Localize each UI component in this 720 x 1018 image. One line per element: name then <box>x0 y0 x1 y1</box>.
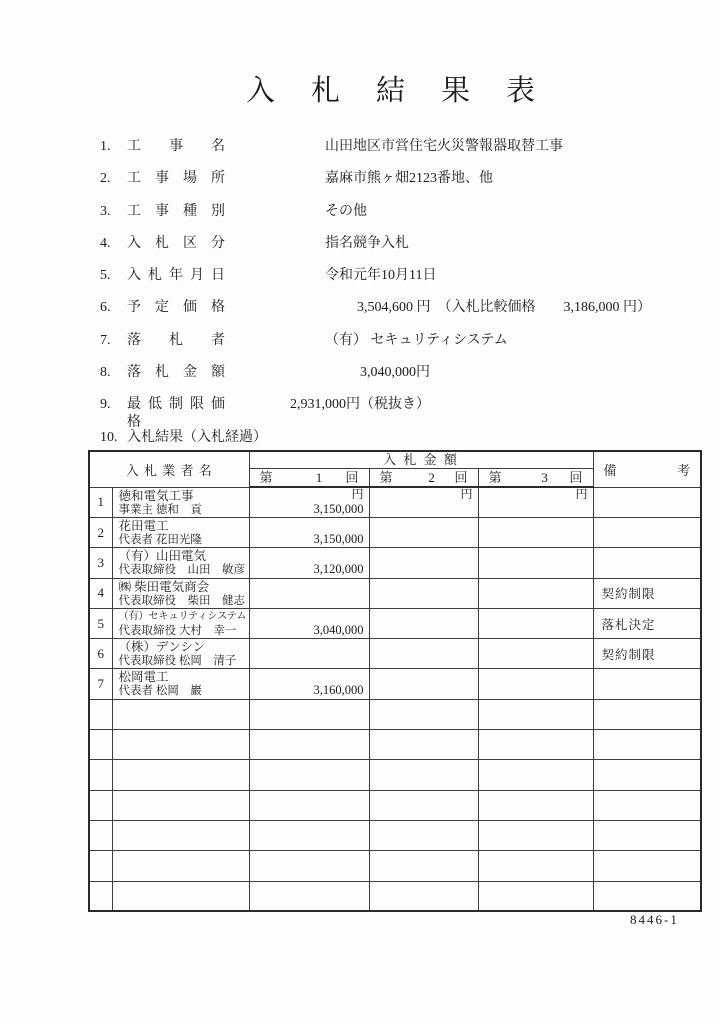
table-row-empty <box>89 730 701 760</box>
table-row-empty <box>89 851 701 881</box>
bid-round2-cell <box>369 548 478 578</box>
row-number: 6 <box>89 639 112 669</box>
item-number: 10. <box>100 429 118 445</box>
bid-amount: 3,040,000 <box>313 622 364 637</box>
item-row-7 <box>100 332 690 364</box>
item-row-3 <box>100 203 690 235</box>
table-row-empty <box>89 760 701 790</box>
item-label: 工 事 名 <box>127 139 225 154</box>
representative-name: 代表取締役 大村 幸一 <box>118 624 237 637</box>
bid-amount: 3,150,000 <box>313 532 364 546</box>
item-number: 4. <box>100 235 111 251</box>
yen-unit: 円 <box>575 487 588 501</box>
yen-unit: 円 <box>460 487 473 501</box>
page-title: 入札結果表 <box>246 75 572 107</box>
bidder-name-cell <box>112 669 249 699</box>
representative-name: 代表取締役 松岡 清子 <box>118 655 237 668</box>
table-row-4 <box>89 578 701 608</box>
row-number: 7 <box>89 669 112 699</box>
item-value: 3,040,000円 <box>360 365 430 381</box>
bidder-name-cell <box>112 639 249 669</box>
company-name: ㈱ 柴田電気商会 <box>118 579 210 594</box>
table-row-empty <box>89 790 701 820</box>
representative-name: 代表者 松岡 巖 <box>118 685 202 698</box>
bidder-name-cell <box>112 487 249 518</box>
bid-round2-cell <box>369 487 478 518</box>
header-round-2: 第 2 回 <box>369 469 478 488</box>
header-round-1: 第 1 回 <box>249 469 369 488</box>
bid-round1-cell <box>249 669 369 699</box>
table-row-1 <box>89 487 701 518</box>
item-label: 入 札 区 分 <box>127 235 225 251</box>
header-bid-amount-group: 入 札 金 額 <box>249 451 593 469</box>
item-label: 最 低 制 限 価 格 <box>127 397 225 431</box>
bid-round2-cell <box>369 518 478 548</box>
bid-round1-cell <box>249 487 369 518</box>
notes-cell <box>593 518 701 548</box>
yen-unit: 円 <box>351 487 364 501</box>
item-row-5 <box>100 267 690 299</box>
item-row-6 <box>100 299 690 331</box>
company-name: 松岡電工 <box>118 670 169 685</box>
row-number: 5 <box>89 608 112 638</box>
notes-cell <box>593 548 701 578</box>
bid-round2-cell <box>369 608 478 638</box>
bid-round1-cell <box>249 578 369 608</box>
summary-items <box>100 138 690 461</box>
bid-round3-cell <box>478 518 593 548</box>
item-label: 予 定 価 格 <box>127 300 225 316</box>
item-number: 9. <box>100 397 111 413</box>
item-label: 落 札 者 <box>127 332 225 348</box>
bid-round1-cell <box>249 548 369 578</box>
item-number: 8. <box>100 365 111 381</box>
item-label: 工 事 場 所 <box>127 171 225 187</box>
item-value: 指名競争入札 <box>325 235 409 251</box>
bid-round3-cell <box>478 639 593 669</box>
bidder-name-cell <box>112 608 249 638</box>
company-name: （有）セキュリティシステム <box>118 610 247 622</box>
table-row-empty <box>89 881 701 911</box>
item-row-4 <box>100 235 690 267</box>
bid-round3-cell <box>478 578 593 608</box>
item-value: 令和元年10月11日 <box>325 268 437 284</box>
row-number: 3 <box>89 548 112 578</box>
item-row-1 <box>100 138 690 170</box>
table-header-row-1 <box>89 451 701 469</box>
bidder-name-cell <box>112 578 249 608</box>
bidder-name-cell <box>112 548 249 578</box>
bid-round1-cell <box>249 639 369 669</box>
bid-round3-cell <box>478 608 593 638</box>
bid-amount: 3,160,000 <box>313 683 364 698</box>
company-name: 花田電工 <box>118 519 169 533</box>
bid-round3-cell <box>478 487 593 518</box>
item-row-9 <box>100 396 690 431</box>
bid-amount <box>375 501 473 517</box>
bidder-name-cell <box>112 518 249 548</box>
notes-cell: 契約制限 <box>593 578 701 608</box>
item-number: 5. <box>100 268 111 284</box>
table-row-3 <box>89 548 701 578</box>
bid-results-table <box>88 450 702 912</box>
table-row-7 <box>89 669 701 699</box>
item-value: その他 <box>325 203 367 219</box>
item-label: 工 事 種 別 <box>127 203 225 219</box>
company-name: 徳和電気工事 <box>118 488 194 503</box>
item-number: 6. <box>100 300 111 316</box>
notes-cell <box>593 669 701 699</box>
table-row-2 <box>89 518 701 548</box>
representative-name: 代表取締役 柴田 健志 <box>118 594 245 607</box>
notes-cell: 落札決定 <box>593 608 701 638</box>
bid-round3-cell <box>478 669 593 699</box>
bid-round2-cell <box>369 639 478 669</box>
representative-name: 代表取締役 山田 敏彦 <box>118 564 245 577</box>
bid-amount: 3,120,000 <box>313 562 364 577</box>
bid-round2-cell <box>369 669 478 699</box>
bid-round2-cell <box>369 578 478 608</box>
table-row-empty <box>89 699 701 729</box>
item-value: 3,504,600 円 （入札比較価格 3,186,000 円） <box>357 300 651 316</box>
bid-amount <box>484 501 588 517</box>
item-number: 3. <box>100 203 111 219</box>
representative-name: 事業主 徳和 貢 <box>118 503 202 516</box>
item-row-2 <box>100 170 690 202</box>
item-number: 2. <box>100 171 111 187</box>
item-value: （有） セキュリティシステム <box>325 332 508 348</box>
header-round-3: 第 3 回 <box>478 469 593 488</box>
bid-amount: 3,150,000 <box>313 502 364 516</box>
bid-round1-cell <box>249 518 369 548</box>
row-number: 2 <box>89 518 112 548</box>
table-row-5 <box>89 608 701 638</box>
item-number: 7. <box>100 332 111 348</box>
bid-round3-cell <box>478 548 593 578</box>
item-label: 落 札 金 額 <box>127 365 225 381</box>
company-name: （有）山田電気 <box>118 549 207 564</box>
page-code: 8446-1 <box>630 912 679 927</box>
item-value: 嘉麻市熊ヶ畑2123番地、他 <box>325 171 493 187</box>
item-row-8 <box>100 364 690 396</box>
bid-round1-cell <box>249 608 369 638</box>
table-row-6 <box>89 639 701 669</box>
row-number: 4 <box>89 578 112 608</box>
row-number: 1 <box>89 487 112 518</box>
notes-cell <box>593 487 701 518</box>
table-row-empty <box>89 820 701 850</box>
notes-cell: 契約制限 <box>593 639 701 669</box>
item-value: 2,931,000円（税抜き） <box>290 397 430 413</box>
item-value: 山田地区市営住宅火災警報器取替工事 <box>325 139 563 154</box>
header-notes: 備 考 <box>593 451 701 487</box>
item-label: 入 札 年 月 日 <box>127 268 225 284</box>
item-label: 入札結果（入札経過） <box>127 429 267 445</box>
representative-name: 代表者 花田光隆 <box>118 534 202 546</box>
item-number: 1. <box>100 139 111 154</box>
header-bidder-name: 入 札 業 者 名 <box>89 451 249 487</box>
company-name: （株）デンシン <box>118 640 206 655</box>
